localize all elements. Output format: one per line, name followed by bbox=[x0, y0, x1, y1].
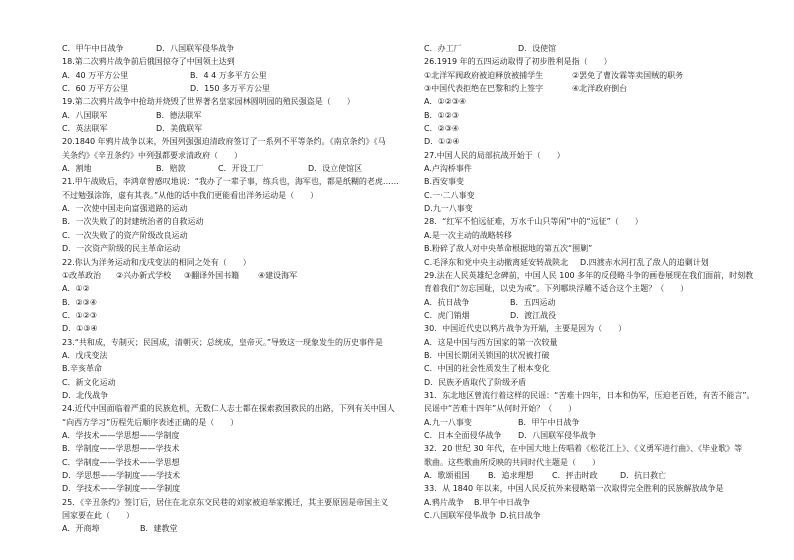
text-line bbox=[62, 82, 408, 95]
line-text: A．这是中国与西方国家的第一次较量 bbox=[424, 337, 558, 347]
line-text: 25．《辛丑条约》签订后，居住在北京东交民巷的刘家被迫举家搬迁，其主要原因是帝国主义 bbox=[62, 497, 389, 507]
text-line bbox=[62, 95, 408, 108]
option-text: A．歌颂祖国 bbox=[424, 471, 470, 480]
line-text: B.辛亥革命 bbox=[62, 364, 103, 374]
option-text: C．虎门销烟 bbox=[424, 310, 470, 320]
text-line bbox=[424, 162, 770, 175]
text-line bbox=[62, 69, 408, 82]
line-text: D．①②④ bbox=[424, 137, 460, 147]
option-text: ①北洋军阀政府被迫释放被捕学生 bbox=[424, 70, 544, 80]
text-line bbox=[424, 389, 770, 402]
line-text: A.卢沟桥事件 bbox=[424, 164, 472, 174]
line-text: 关条约》《辛丑条约》中列强都要求清政府（ ） bbox=[62, 150, 242, 160]
text-line bbox=[424, 269, 770, 282]
line-text: 不过勉强涂饰，虚有其表。”从他的话中我们更能看出洋务运动是（ ） bbox=[62, 190, 319, 200]
line-text: A．学技术——学思想——学制度 bbox=[62, 430, 180, 440]
text-line bbox=[424, 469, 770, 482]
text-line bbox=[62, 282, 408, 295]
line-text: B．①②③ bbox=[424, 110, 460, 120]
line-text: D．一次资产阶级的民主革命运动 bbox=[62, 244, 181, 254]
option-text: A．40 万平方公里 bbox=[62, 70, 129, 80]
text-line bbox=[424, 95, 770, 108]
line-text: C．新文化运动 bbox=[62, 377, 116, 387]
text-line bbox=[62, 429, 408, 442]
line-text: 22.你认为洋务运动和戊戌变法的相同之处有（ ） bbox=[62, 257, 251, 267]
text-line bbox=[62, 175, 408, 188]
line-text: 27.中国人民的局部抗战开始于（ ） bbox=[424, 150, 565, 160]
option-text: D．八国联军侵华战争 bbox=[156, 44, 235, 53]
text-line bbox=[424, 349, 770, 362]
text-line bbox=[62, 202, 408, 215]
option-text: C．日本全面侵华战争 bbox=[424, 430, 502, 440]
line-text: B．学制度——学思想——学技术 bbox=[62, 444, 180, 454]
option-text: C．英法联军 bbox=[62, 124, 108, 134]
text-line bbox=[62, 496, 408, 509]
text-line bbox=[62, 442, 408, 455]
line-text: B．中国长期闭关锁国的状况被打破 bbox=[424, 350, 550, 360]
line-text: C.一·二八事变 bbox=[424, 190, 475, 200]
option-text: A．割地 bbox=[62, 164, 92, 174]
line-text: A.是一次主动的战略转移 bbox=[424, 230, 512, 240]
text-line bbox=[424, 416, 770, 429]
line-text: 育着我们“勿忘国耻，以史为戒”。下列哪块浮雕不适合这个主题？（ ） bbox=[424, 284, 689, 294]
text-line bbox=[62, 269, 408, 282]
text-line bbox=[62, 42, 408, 55]
text-line bbox=[62, 109, 408, 122]
line-text: A．戊戌变法 bbox=[62, 350, 108, 360]
option-text: ④北洋政府倒台 bbox=[572, 84, 628, 94]
option-text: B．建教堂 bbox=[140, 524, 178, 534]
line-text: “向西方学习”历程先后顺序表述正确的是（ ） bbox=[62, 417, 239, 427]
line-text: B．②③④ bbox=[62, 297, 98, 307]
option-text: ③中国代表拒绝在巴黎和约上签字 bbox=[424, 84, 544, 94]
text-line bbox=[424, 496, 770, 509]
line-text: 26.1919 年的五四运动取得了初步胜利是指（ ） bbox=[424, 57, 612, 67]
line-text: 19.第二次鸦片战争中抢劫并烧毁了世界著名皇家园林圆明园的殖民强盗是（ ） bbox=[62, 97, 355, 107]
option-text: C．60 万平方公里 bbox=[62, 84, 129, 94]
option-text: B．德法联军 bbox=[156, 110, 202, 120]
option-text: A.鸦片战争 bbox=[424, 497, 464, 507]
text-line bbox=[424, 296, 770, 309]
option-text: D．八国联军侵华战争 bbox=[518, 430, 597, 440]
option-text: D．设使馆 bbox=[518, 44, 557, 53]
option-text: ②罢免了曹汝霖等卖国贼的职务 bbox=[572, 70, 684, 80]
line-text: 20.1840 年鸦片战争以来，外国列强强迫清政府签订了一系列不平等条约。《南京条约》《马 bbox=[62, 137, 386, 147]
option-text: D．渡江战役 bbox=[510, 310, 557, 320]
text-line bbox=[424, 429, 770, 442]
line-text: C．中国的社会性质发生了根本变化 bbox=[424, 364, 550, 374]
line-text: B.西安事变 bbox=[424, 177, 465, 187]
option-text: C.毛泽东和党中央主动撤离延安转战陕北 bbox=[424, 257, 569, 267]
text-line bbox=[62, 296, 408, 309]
text-line bbox=[62, 135, 408, 148]
text-line bbox=[424, 202, 770, 215]
text-line bbox=[424, 336, 770, 349]
line-text: D．民族矛盾取代了阶级矛盾 bbox=[424, 377, 527, 387]
line-text: D．①③④ bbox=[62, 324, 98, 334]
option-text: D.四渡赤水河打乱了敌人的追剿计划 bbox=[580, 257, 709, 267]
text-line bbox=[424, 55, 770, 68]
option-text: ③翻译外国书籍 bbox=[184, 270, 240, 280]
line-text: D.九一八事变 bbox=[424, 204, 473, 214]
text-line bbox=[62, 309, 408, 322]
text-line bbox=[424, 175, 770, 188]
text-line bbox=[62, 349, 408, 362]
line-text: C．②③④ bbox=[424, 124, 460, 134]
text-line bbox=[62, 376, 408, 389]
text-line bbox=[424, 69, 770, 82]
text-line bbox=[62, 482, 408, 495]
line-text: 30．中国近代史以鸦片战争为开端，主要是因为（ ） bbox=[424, 324, 627, 334]
option-text: C．开设工厂 bbox=[218, 164, 264, 174]
text-line bbox=[62, 322, 408, 335]
line-text: 21.甲午战败后，李鸿章曾感叹地说：“我办了一辈子事，练兵也，海军也，都是纸糊的老虎…… bbox=[62, 177, 399, 187]
line-text: 18.第二次鸦片战争前后俄国掠夺了中国领土达到 bbox=[62, 57, 235, 67]
text-line bbox=[62, 189, 408, 202]
text-line bbox=[424, 82, 770, 95]
text-line bbox=[62, 149, 408, 162]
text-line bbox=[424, 482, 770, 495]
text-line bbox=[424, 109, 770, 122]
text-line bbox=[424, 135, 770, 148]
line-text: 民谣中“苦难十四年”从何时开始？（ ） bbox=[424, 404, 577, 414]
option-text: D．150 多万平方公里 bbox=[190, 84, 270, 94]
line-text: 33．从 1840 年以来，中国人民反抗外来侵略第一次取得完全胜利的民族解放战争是 bbox=[424, 484, 724, 494]
option-text: C．抨击时政 bbox=[552, 471, 598, 480]
text-line bbox=[62, 336, 408, 349]
text-line bbox=[62, 456, 408, 469]
text-line bbox=[62, 389, 408, 402]
text-line bbox=[424, 122, 770, 135]
option-text: A．抗日战争 bbox=[424, 297, 470, 307]
text-line bbox=[62, 256, 408, 269]
option-text: ①改革政治 bbox=[62, 270, 102, 280]
text-line bbox=[424, 282, 770, 295]
text-line bbox=[62, 162, 408, 175]
text-line bbox=[424, 322, 770, 335]
text-line bbox=[424, 242, 770, 255]
line-text: 28．“红军不怕远征难，万水千山只等闲”中的“远征”（ ） bbox=[424, 217, 643, 227]
text-line bbox=[62, 242, 408, 255]
text-line bbox=[424, 42, 770, 55]
line-text: 31．东北地区曾流行着这样的民谣：“苦难十四年，日本和伪军，压迫老百姓，有苦不能言”。 bbox=[424, 390, 755, 400]
option-text: B．五四运动 bbox=[510, 297, 556, 307]
option-text: D．抗日救亡 bbox=[620, 471, 667, 480]
option-text: B．赔款 bbox=[156, 164, 186, 174]
text-line bbox=[424, 256, 770, 269]
line-text: A．①②③④ bbox=[424, 97, 467, 107]
right-question-column bbox=[424, 42, 770, 522]
text-line bbox=[424, 215, 770, 228]
line-text: 24.近代中国面临着严重的民族危机，无数仁人志士都在探索救国救民的出路，下列有关中国人 bbox=[62, 404, 395, 414]
option-text: A．八国联军 bbox=[62, 110, 108, 120]
text-line bbox=[424, 442, 770, 455]
text-line bbox=[424, 229, 770, 242]
option-text: ②兴办新式学校 bbox=[116, 270, 172, 280]
option-text: ④建设海军 bbox=[258, 270, 298, 280]
text-line bbox=[424, 509, 770, 522]
line-text: D．学技术——学制度——学制度 bbox=[62, 484, 181, 494]
text-line bbox=[424, 309, 770, 322]
line-text: C．一次失败了的资产阶级改良运动 bbox=[62, 230, 188, 240]
text-line bbox=[424, 456, 770, 469]
text-line bbox=[424, 376, 770, 389]
option-text: D.抗日战争 bbox=[500, 511, 541, 521]
text-line bbox=[62, 215, 408, 228]
option-text: B.甲午中日战争 bbox=[474, 497, 531, 507]
text-line bbox=[62, 509, 408, 522]
option-text: C．办工厂 bbox=[424, 44, 462, 53]
option-text: A.九一八事变 bbox=[424, 417, 472, 427]
line-text: A．一次使中国走向富强道路的运动 bbox=[62, 204, 188, 214]
option-text: B．甲午中日战争 bbox=[518, 417, 580, 427]
option-text: D．美俄联军 bbox=[156, 124, 203, 134]
line-text: 国家要在此（ ） bbox=[62, 511, 134, 521]
line-text: B．一次失败了的封建统治者的自救运动 bbox=[62, 217, 204, 227]
line-text: 歌曲。这些歌曲所反映的共同时代主题是（ ） bbox=[424, 457, 600, 467]
text-line bbox=[62, 402, 408, 415]
text-line bbox=[62, 362, 408, 375]
text-line bbox=[62, 416, 408, 429]
option-text: C.八国联军侵华战争 bbox=[424, 511, 497, 521]
text-line bbox=[424, 402, 770, 415]
text-line bbox=[62, 55, 408, 68]
text-line bbox=[424, 189, 770, 202]
line-text: C．①②③ bbox=[62, 310, 98, 320]
line-text: B.粉碎了敌人对中央革命根据地的第五次“围剿” bbox=[424, 244, 593, 254]
option-text: B．4 4 万多平方公里 bbox=[190, 70, 267, 80]
text-line bbox=[424, 362, 770, 375]
option-text: D．设立使馆区 bbox=[308, 164, 363, 174]
line-text: D．北伐战争 bbox=[62, 390, 109, 400]
line-text: 23.“共和成，专制灭；民国成，清朝灭；总统成，皇帝灭。”导致这一现象发生的历史事件是 bbox=[62, 337, 384, 347]
line-text: C．学制度——学技术——学思想 bbox=[62, 457, 180, 467]
text-line bbox=[62, 229, 408, 242]
text-line bbox=[62, 122, 408, 135]
line-text: A．①② bbox=[62, 284, 90, 294]
left-question-column bbox=[62, 42, 408, 536]
line-text: D．学思想——学制度——学技术 bbox=[62, 471, 181, 480]
line-text: 32．20 世纪 30 年代，在中国大地上传唱着《松花江上》、《义勇军进行曲》、《毕业歌》等 bbox=[424, 444, 743, 454]
text-line bbox=[62, 522, 408, 535]
option-text: B．追求理想 bbox=[488, 471, 534, 480]
option-text: C．甲午中日战争 bbox=[62, 44, 124, 53]
text-line bbox=[62, 469, 408, 482]
line-text: 29.法在人民英雄纪念碑前，中国人民 100 多年的反侵略斗争的画卷展现在我们面前，时刻教 bbox=[424, 270, 754, 280]
option-text: A．开商埠 bbox=[62, 524, 100, 534]
text-line bbox=[424, 149, 770, 162]
